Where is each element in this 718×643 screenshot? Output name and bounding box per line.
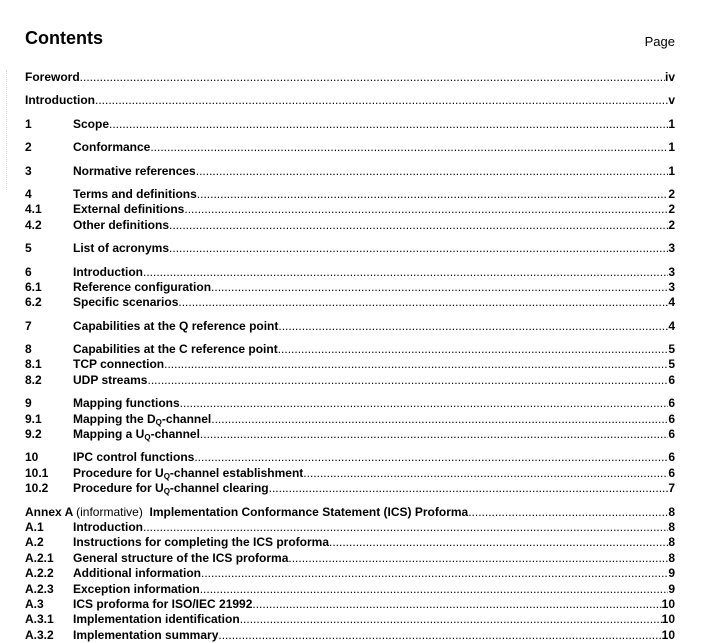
toc-entry-7[interactable] <box>25 319 675 334</box>
toc-number: 6 <box>25 264 32 279</box>
toc-entry-3[interactable] <box>25 164 675 179</box>
toc-label: Introduction <box>25 93 95 108</box>
toc-number: 7 <box>25 318 32 333</box>
toc-label: Exception information <box>73 581 200 596</box>
toc-label: Mapping a $U_Q$-channel <box>73 427 200 443</box>
dot-leader <box>200 427 668 442</box>
toc-page: 6 <box>668 372 675 387</box>
toc-number: 6.2 <box>25 295 42 310</box>
dot-leader <box>201 566 668 581</box>
toc-entry-10-1[interactable] <box>25 466 675 481</box>
toc-number: 4.2 <box>25 217 42 232</box>
dot-leader <box>194 450 668 465</box>
toc-entry-introduction[interactable] <box>25 93 675 108</box>
toc-entry-9-2[interactable] <box>25 427 675 442</box>
toc-number: A.3.1 <box>25 612 54 627</box>
toc-page: 2 <box>668 217 675 232</box>
toc-page: 3 <box>668 241 675 256</box>
toc-entry-8-2[interactable] <box>25 373 675 388</box>
dot-leader <box>329 535 668 550</box>
toc-page: 10 <box>661 627 675 642</box>
toc-number: 5 <box>25 241 32 256</box>
toc-entry-5[interactable] <box>25 241 675 256</box>
toc-label: Terms and definitions <box>73 186 197 201</box>
dot-leader <box>240 612 662 627</box>
toc-number: A.3.2 <box>25 627 54 642</box>
toc-label: Procedure for $U_Q$-channel clearing <box>73 481 269 497</box>
toc-page: 8 <box>668 504 675 519</box>
toc-page: 2 <box>668 202 675 217</box>
toc-page: 5 <box>668 357 675 372</box>
dot-leader <box>278 319 668 334</box>
dot-leader <box>197 187 669 202</box>
toc-entry-foreword[interactable] <box>25 70 675 85</box>
toc-page: 4 <box>668 295 675 310</box>
margin-watermark <box>6 70 13 190</box>
toc-number: 3 <box>25 163 32 178</box>
toc-entry-8-1[interactable] <box>25 357 675 372</box>
toc-label: Instructions for completing the ICS proforma <box>73 535 330 550</box>
dot-leader <box>178 295 668 310</box>
toc-label: General structure of the ICS proforma <box>73 550 289 565</box>
toc-entry-4-1[interactable] <box>25 202 675 217</box>
toc-label: Introduction <box>73 264 143 279</box>
toc-entry-9[interactable] <box>25 396 675 411</box>
toc-page: 9 <box>668 566 675 581</box>
toc-entry-4-2[interactable] <box>25 218 675 233</box>
dot-leader <box>184 202 668 217</box>
toc-label: IPC control functions <box>73 450 195 465</box>
toc-entry-a-1[interactable] <box>25 520 675 535</box>
toc-label: Introduction <box>73 519 143 534</box>
dot-leader <box>269 481 669 496</box>
toc-entry-10-2[interactable] <box>25 481 675 496</box>
toc-label: Specific scenarios <box>73 295 179 310</box>
toc-label: Other definitions <box>73 217 169 232</box>
toc-page: 10 <box>661 596 675 611</box>
toc-label: Implementation identification <box>73 612 240 627</box>
toc-number: 9 <box>25 396 32 411</box>
dot-leader <box>211 280 668 295</box>
page-column-header: Page <box>644 34 675 49</box>
toc-page: 6 <box>668 411 675 426</box>
toc-page: v <box>668 93 675 108</box>
dot-leader <box>143 520 668 535</box>
dot-leader <box>80 70 665 85</box>
dot-leader <box>180 396 669 411</box>
dot-leader <box>95 93 668 108</box>
toc-page: 3 <box>668 279 675 294</box>
dot-leader <box>150 140 668 155</box>
dot-leader <box>196 164 669 179</box>
toc-label: Normative references <box>73 163 196 178</box>
dot-leader <box>303 466 668 481</box>
toc-entry-2[interactable] <box>25 140 675 155</box>
toc-entry-6-2[interactable] <box>25 295 675 310</box>
toc-number: 9.2 <box>25 427 42 442</box>
toc-entry-a-2[interactable] <box>25 535 675 550</box>
toc-entry-1[interactable] <box>25 117 675 132</box>
toc-label: Reference configuration <box>73 279 212 294</box>
dot-leader <box>200 582 669 597</box>
toc-number: 1 <box>25 116 32 131</box>
toc-page: iv <box>664 70 675 84</box>
toc-number: A.2.2 <box>25 566 54 581</box>
table-of-contents <box>25 70 675 643</box>
toc-page: 9 <box>668 581 675 596</box>
toc-entry-10[interactable] <box>25 450 675 465</box>
toc-entry-a-3-1[interactable] <box>25 612 675 627</box>
toc-entry-annex-a[interactable] <box>25 505 675 520</box>
toc-label: Additional information <box>73 566 201 581</box>
toc-label: Annex A (informative) Implementation Conformance Statement (ICS) Proforma <box>25 504 469 519</box>
toc-page: 4 <box>668 318 675 333</box>
dot-leader <box>468 505 668 520</box>
dot-leader <box>252 597 661 612</box>
dot-leader <box>278 342 669 357</box>
toc-label: UDP streams <box>73 372 148 387</box>
toc-entry-4[interactable] <box>25 187 675 202</box>
dot-leader <box>288 551 668 566</box>
toc-number: 8.1 <box>25 357 42 372</box>
toc-page: 7 <box>668 481 675 496</box>
toc-number: 8.2 <box>25 372 42 387</box>
dot-leader <box>143 265 668 280</box>
toc-label: Mapping the $D_Q$-channel <box>73 411 212 427</box>
toc-label: Capabilities at the C reference point <box>73 342 278 357</box>
toc-page: 6 <box>668 450 675 465</box>
toc-page: 6 <box>668 396 675 411</box>
dot-leader <box>109 117 668 132</box>
toc-page: 8 <box>668 535 675 550</box>
toc-page: 5 <box>668 342 675 357</box>
toc-entry-6[interactable] <box>25 265 675 280</box>
toc-page: 2 <box>668 186 675 201</box>
toc-entry-9-1[interactable] <box>25 412 675 427</box>
toc-number: A.3 <box>25 596 44 611</box>
toc-label: TCP connection <box>73 357 165 372</box>
toc-label: Capabilities at the Q reference point <box>73 318 279 333</box>
toc-label: Mapping functions <box>73 396 180 411</box>
toc-label: Foreword <box>25 70 80 84</box>
toc-label: List of acronyms <box>73 241 170 256</box>
toc-label: Implementation summary <box>73 627 219 642</box>
toc-number: A.2 <box>25 535 44 550</box>
dot-leader <box>211 412 668 427</box>
toc-number: A.2.3 <box>25 581 54 596</box>
toc-number: 9.1 <box>25 411 42 426</box>
toc-entry-6-1[interactable] <box>25 280 675 295</box>
toc-number: 6.1 <box>25 279 42 294</box>
dot-leader <box>169 218 668 233</box>
toc-number: 10.2 <box>25 481 49 496</box>
toc-entry-a-2-3[interactable] <box>25 582 675 597</box>
toc-label: Procedure for $U_Q$-channel establishment <box>73 465 304 481</box>
toc-label: External definitions <box>73 202 185 217</box>
toc-number: 10 <box>25 450 39 465</box>
toc-entry-a-3[interactable] <box>25 597 675 612</box>
toc-number: 4 <box>25 186 32 201</box>
toc-number: 4.1 <box>25 202 42 217</box>
toc-page: 1 <box>668 163 675 178</box>
toc-page: 3 <box>668 264 675 279</box>
page-title: Contents <box>25 28 103 48</box>
toc-number: A.2.1 <box>25 550 54 565</box>
toc-page: 1 <box>668 140 675 155</box>
toc-page: 1 <box>668 116 675 131</box>
toc-entry-8[interactable] <box>25 342 675 357</box>
toc-label: ICS proforma for ISO/IEC 21992 <box>73 596 253 611</box>
toc-page: 8 <box>668 519 675 534</box>
toc-number: 2 <box>25 140 32 155</box>
toc-entry-a-2-1[interactable] <box>25 551 675 566</box>
toc-number: 10.1 <box>25 465 49 480</box>
toc-page: 6 <box>668 465 675 480</box>
dot-leader <box>147 373 668 388</box>
toc-page: 8 <box>668 550 675 565</box>
toc-page: 10 <box>661 612 675 627</box>
toc-label: Conformance <box>73 140 151 155</box>
toc-number: 8 <box>25 342 32 357</box>
toc-page: 6 <box>668 427 675 442</box>
toc-number: A.1 <box>25 519 44 534</box>
dot-leader <box>164 357 668 372</box>
toc-label: Scope <box>73 116 110 131</box>
toc-entry-a-2-2[interactable] <box>25 566 675 581</box>
dot-leader <box>169 241 668 256</box>
